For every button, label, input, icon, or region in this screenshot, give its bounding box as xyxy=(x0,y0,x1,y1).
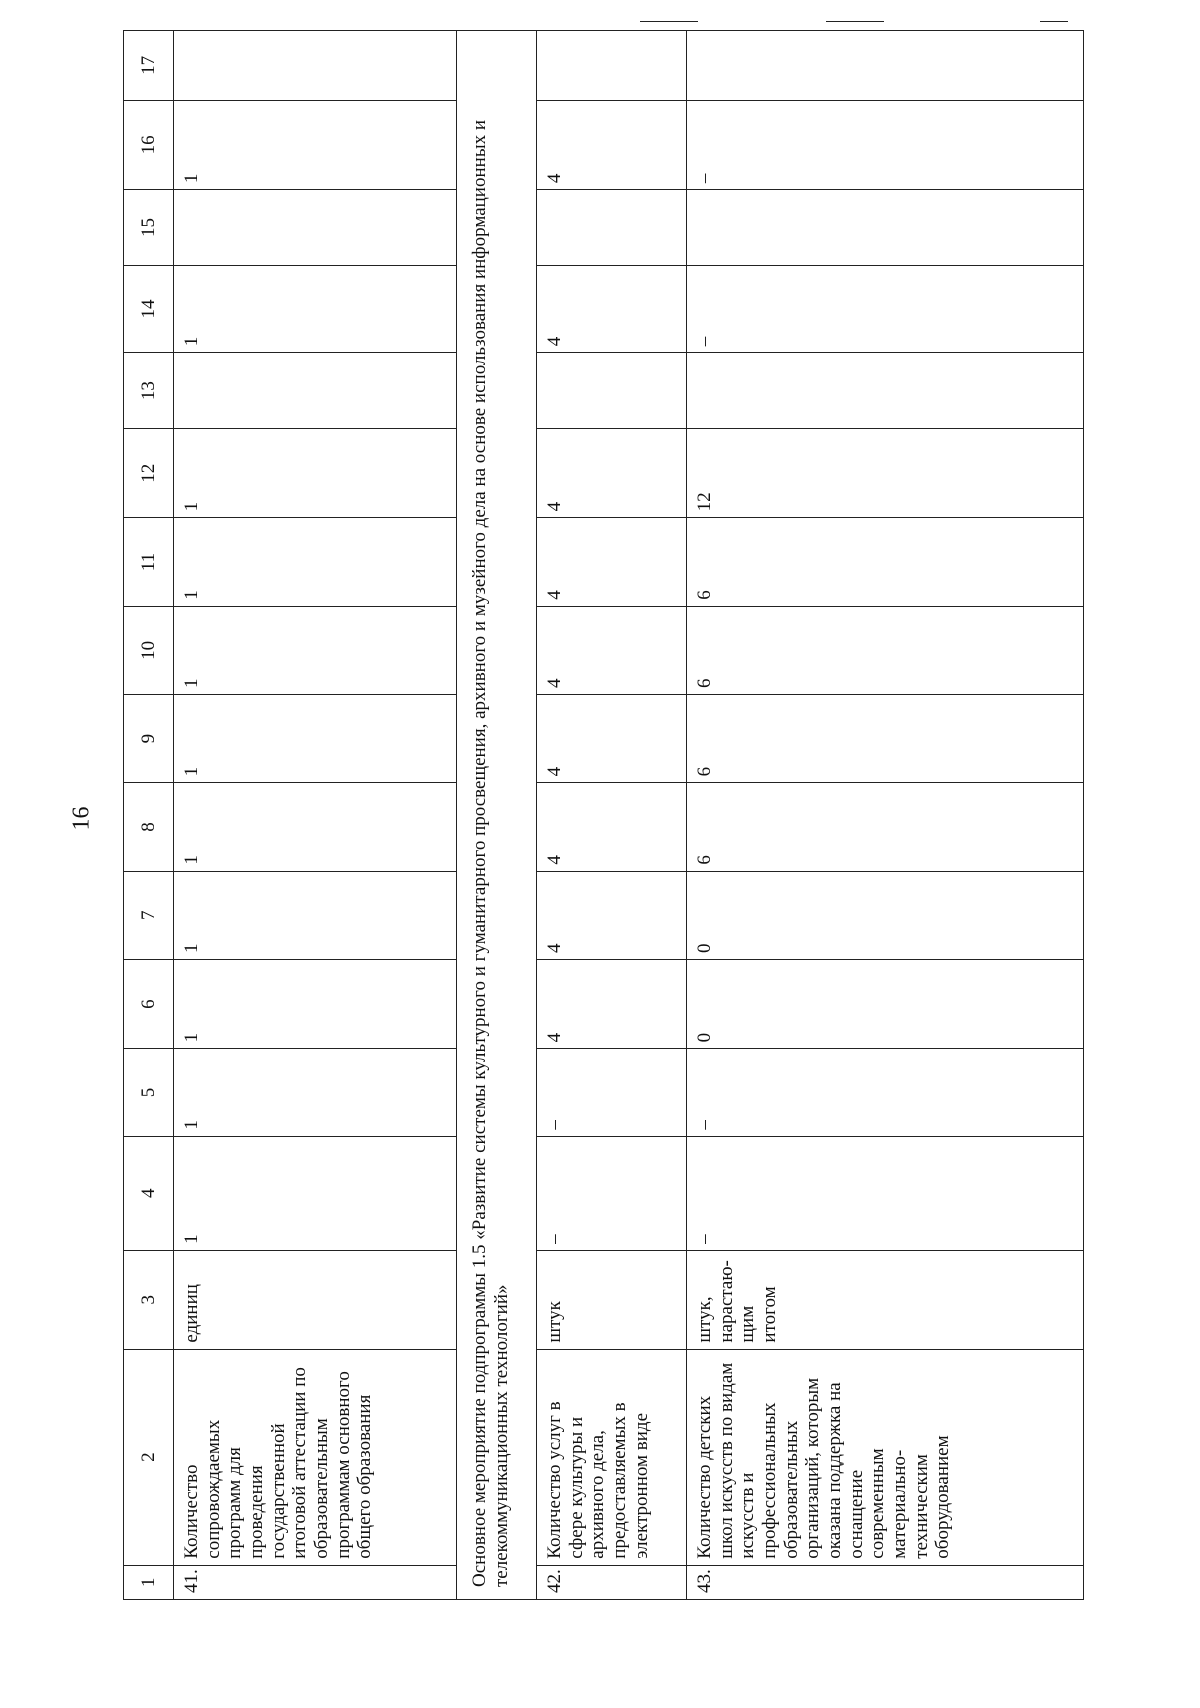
unit-cell: штук, нарастаю-щим итогом xyxy=(687,1250,1084,1349)
header-cell: 13 xyxy=(124,353,174,429)
table-row-42 xyxy=(537,31,687,1600)
header-cell: 2 xyxy=(124,1349,174,1565)
value-cell: 1 xyxy=(174,265,457,352)
value-cell: 6 xyxy=(687,783,1084,871)
unit-cell: штук xyxy=(537,1250,687,1349)
value-cell xyxy=(687,31,1084,101)
value-cell: 1 xyxy=(174,1136,457,1250)
value-cell xyxy=(537,353,687,429)
value-cell: 0 xyxy=(687,871,1084,959)
header-cell: 9 xyxy=(124,695,174,783)
indicators-table xyxy=(123,30,1084,1600)
section-title: Основное мероприятие подпрограммы 1.5 «Развитие системы культурного и гуманитарного просвещения, архивного и музейного дела на основе использования информационных и телекоммуникационных технологий» xyxy=(457,31,537,1600)
value-cell xyxy=(537,190,687,266)
value-cell: – xyxy=(687,100,1084,189)
value-cell: 1 xyxy=(174,695,457,783)
value-cell: 4 xyxy=(537,518,687,606)
header-cell: 1 xyxy=(124,1565,174,1599)
header-cell: 4 xyxy=(124,1136,174,1250)
page-number: 16 xyxy=(68,806,95,831)
value-cell: – xyxy=(537,1049,687,1136)
document-table-rotated xyxy=(123,30,1083,1600)
header-cell: 16 xyxy=(124,100,174,189)
indicator-name: Количество сопровождаемых программ для проведения государственной итоговой аттестации по образовательным программам основного общего образования xyxy=(174,1349,457,1565)
value-cell: 4 xyxy=(537,695,687,783)
value-cell: 6 xyxy=(687,606,1084,694)
value-cell xyxy=(687,353,1084,429)
header-cell: 11 xyxy=(124,518,174,606)
value-cell: 4 xyxy=(537,959,687,1048)
row-number: 42. xyxy=(537,1565,687,1599)
row-number: 43. xyxy=(687,1565,1084,1599)
header-cell: 3 xyxy=(124,1250,174,1349)
value-cell: 1 xyxy=(174,518,457,606)
value-cell: 4 xyxy=(537,265,687,352)
header-cell: 6 xyxy=(124,959,174,1048)
value-cell: – xyxy=(687,265,1084,352)
value-cell: 4 xyxy=(537,871,687,959)
value-cell: 6 xyxy=(687,695,1084,783)
header-cell: 17 xyxy=(124,31,174,101)
section-row xyxy=(457,31,537,1600)
top-rule-mark xyxy=(826,21,884,22)
table-row-41 xyxy=(174,31,457,1600)
value-cell: 1 xyxy=(174,100,457,189)
top-rule-mark xyxy=(640,21,698,22)
value-cell: 4 xyxy=(537,783,687,871)
row-number: 41. xyxy=(174,1565,457,1599)
value-cell: – xyxy=(687,1136,1084,1250)
header-cell: 12 xyxy=(124,429,174,518)
value-cell: 4 xyxy=(537,100,687,189)
value-cell: 4 xyxy=(537,429,687,518)
value-cell xyxy=(537,31,687,101)
unit-cell: единиц xyxy=(174,1250,457,1349)
value-cell: 4 xyxy=(537,606,687,694)
value-cell: 1 xyxy=(174,871,457,959)
indicator-name: Количество детских школ искусств по видам искусств и профессиональных образовательных организаций, которым оказана поддержка на оснащение современным материально-техническим оборудованием xyxy=(687,1349,1084,1565)
header-cell: 10 xyxy=(124,606,174,694)
value-cell xyxy=(174,190,457,266)
table-row-43 xyxy=(687,31,1084,1600)
indicator-name: Количество услуг в сфере культуры и архивного дела, предоставляемых в электронном виде xyxy=(537,1349,687,1565)
value-cell: 1 xyxy=(174,429,457,518)
value-cell: – xyxy=(687,1049,1084,1136)
value-cell xyxy=(687,190,1084,266)
header-row xyxy=(124,31,174,1600)
header-cell: 8 xyxy=(124,783,174,871)
header-cell: 15 xyxy=(124,190,174,266)
value-cell: 12 xyxy=(687,429,1084,518)
value-cell: 1 xyxy=(174,959,457,1048)
header-cell: 5 xyxy=(124,1049,174,1136)
value-cell: 0 xyxy=(687,959,1084,1048)
value-cell xyxy=(174,353,457,429)
value-cell: 1 xyxy=(174,606,457,694)
value-cell: 1 xyxy=(174,1049,457,1136)
value-cell: – xyxy=(537,1136,687,1250)
value-cell xyxy=(174,31,457,101)
top-rule-mark xyxy=(1040,21,1068,22)
header-cell: 7 xyxy=(124,871,174,959)
value-cell: 6 xyxy=(687,518,1084,606)
header-cell: 14 xyxy=(124,265,174,352)
value-cell: 1 xyxy=(174,783,457,871)
